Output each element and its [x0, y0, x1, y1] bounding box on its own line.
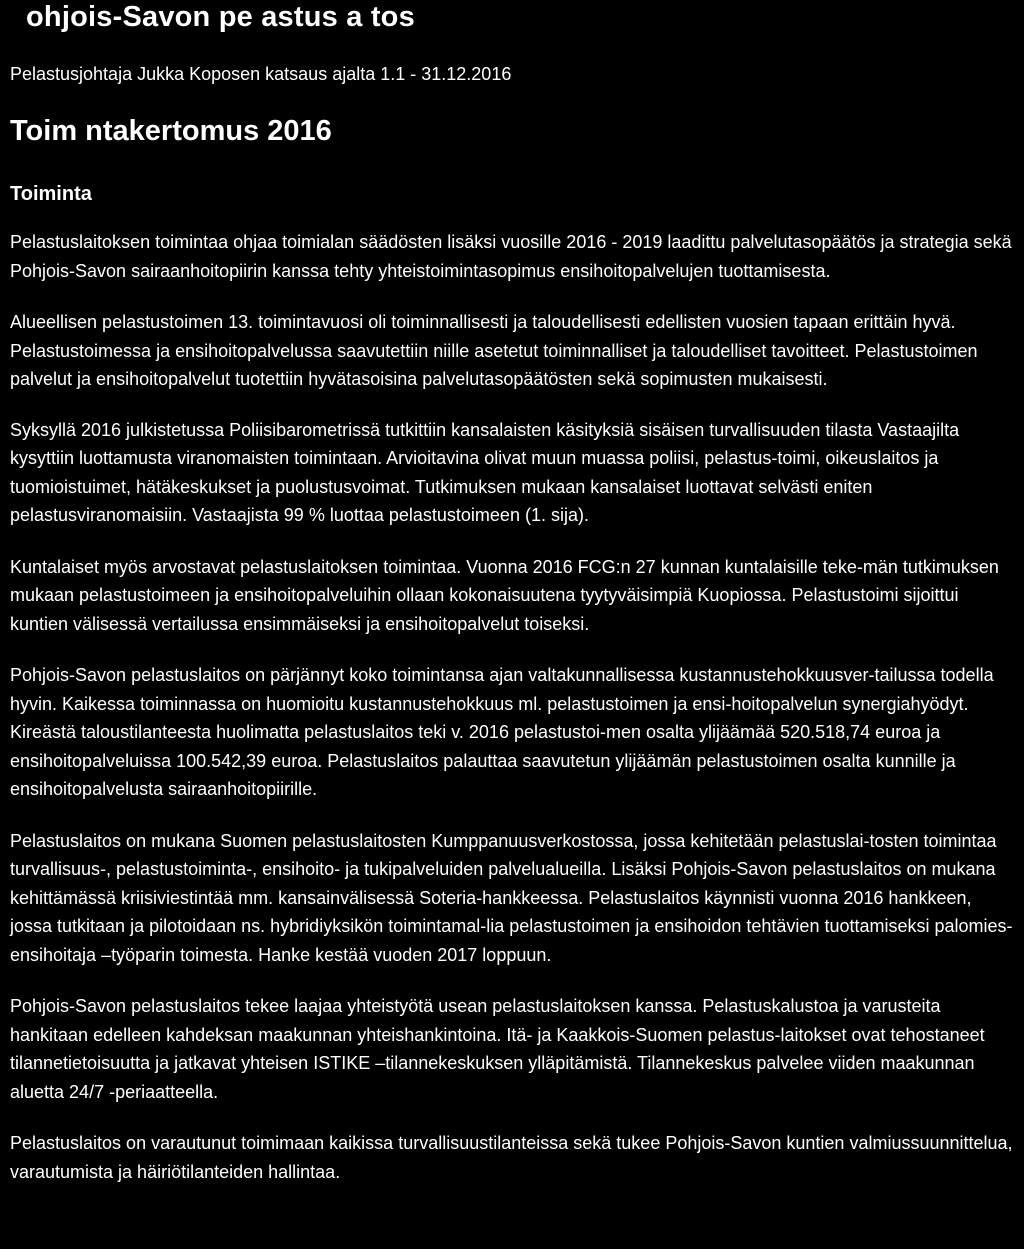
report-subtitle: Pelastusjohtaja Jukka Koposen katsaus ajalta 1.1 - 31.12.2016	[10, 64, 512, 84]
paragraph: Pohjois-Savon pelastuslaitos on pärjännyt koko toimintansa ajan valtakunnallisessa kustannustehokkuusver-tailussa todella hyvin. Kaikessa toiminnassa on huomioitu kustannustehokkuus ml. pelastustoimen ja ensi-hoitopalvelun synergiahyödyt. Kireästä taloustilanteesta huolimatta pelastuslaitos teki v. 2016 pelastustoi-men osalta ylijäämää 520.518,74 euroa ja ensihoitopalveluissa 100.542,39 euroa. Pelastuslaitos palauttaa saavutetun ylijäämän pelastustoimen osalta kunnille ja ensihoitopalvelusta sairaanhoitopiirille.	[10, 665, 994, 799]
paragraph: Syksyllä 2016 julkistetussa Poliisibarometrissä tutkittiin kansalaisten käsityksiä sisäisen turvallisuuden tilasta Vastaajilta kysyttiin luottamusta viranomaisten toimintaan. Arvioitavina olivat muun muassa poliisi, pelastus-toimi, oikeuslaitos ja tuomioistuimet, hätäkeskukset ja puolustusvoimat. Tutkimuksen mukaan kansalaiset luottavat selvästi eniten pelastusviranomaisiin. Vastaajista 99 % luottaa pelastustoimeen (1. sija).	[10, 419, 960, 525]
paragraph: Alueellisen pelastustoimen 13. toimintavuosi oli toiminnallisesti ja taloudellisesti edellisten vuosien tapaan erittäin hyvä. Pelastustoimessa ja ensihoitopalvelussa saavutettiin niille asetetut toiminnalliset ja taloudelliset tavoitteet. Pelastustoimen palvelut ja ensihoitopalvelut tuotettiin hyvätasoisina palvelutasopäätösten sekä sopimusten mukaisesti.	[10, 312, 978, 389]
paragraph: Pelastuslaitos on varautunut toimimaan kaikissa turvallisuustilanteissa sekä tukee Pohjois-Savon kuntien valmiussuunnittelua, varautumista ja häiriötilanteiden hallintaa.	[10, 1133, 1013, 1182]
paragraph: Pohjois-Savon pelastuslaitos tekee laajaa yhteistyötä usean pelastuslaitoksen kanssa. Pelastuskalustoa ja varusteita hankitaan edelleen kahdeksan maakunnan yhteishankintoina. Itä- ja Kaakkois-Suomen pelastus-laitokset ovat tehostaneet tilannetietoisuutta ja jatkavat yhteisen ISTIKE –tilannekeskuksen ylläpitämistä. Tilannekeskus palvelee viiden maakunnan aluetta 24/7 -periaatteella.	[10, 996, 985, 1102]
section-heading: Toiminta	[10, 183, 92, 205]
paragraph: Pelastuslaitoksen toimintaa ohjaa toimialan säädösten lisäksi vuosille 2016 - 2019 laadittu palvelutasopäätös ja strategia sekä Pohjois-Savon sairaanhoitopiirin kanssa tehty yhteistoimintasopimus ensihoitopalvelujen tuottamisesta.	[10, 232, 1012, 281]
organization-title: ohjois-Savon pe astus a tos	[26, 1, 415, 33]
paragraph: Pelastuslaitos on mukana Suomen pelastuslaitosten Kumppanuusverkostossa, jossa kehitetään pelastuslai-tosten toimintaa turvallisuus-, pelastustoiminta-, ensihoito- ja tukipalveluiden palvelualueilla. Lisäksi Pohjois-Savon pelastuslaitos on mukana kehittämässä kriisiviestintää mm. kansainvälisessä Soteria-hankkeessa. Pelastuslaitos käynnisti vuonna 2016 hankkeen, jossa tutkitaan ja pilotoidaan ns. hybridiyksikön toimintamal-lia pelastustoimen ja ensihoidon tehtävien tuottamiseksi palomies-ensihoitaja –työparin toimesta. Hanke kestää vuoden 2017 loppuun.	[10, 830, 1013, 965]
report-title: Toim ntakertomus 2016	[10, 115, 332, 147]
paragraph: Kuntalaiset myös arvostavat pelastuslaitoksen toimintaa. Vuonna 2016 FCG:n 27 kunnan kuntalaisille teke-män tutkimuksen mukaan pelastustoimeen ja ensihoitopalveluihin ollaan kokonaisuutena tyytyväisimpiä Kuopiossa. Pelastustoimi sijoittui kuntien välisessä vertailussa ensimmäiseksi ja ensihoitopalvelut toiseksi.	[10, 556, 999, 634]
body-text	[10, 228, 1015, 1209]
